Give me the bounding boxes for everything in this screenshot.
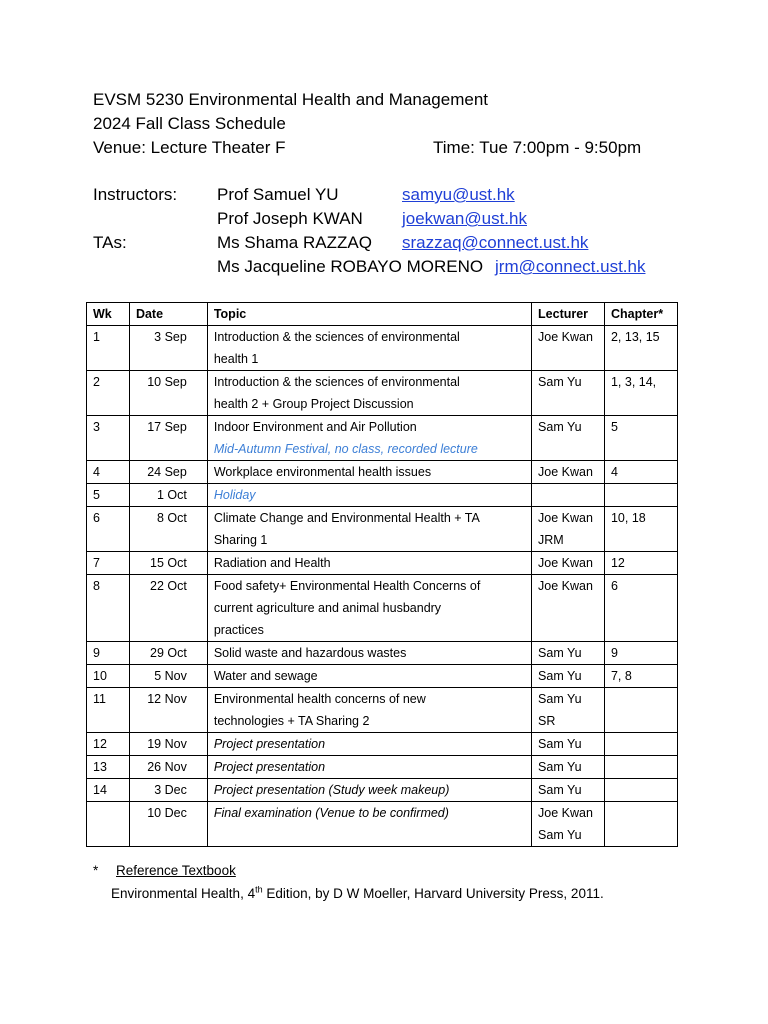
topic-note: Mid-Autumn Festival, no class, recorded lecture bbox=[213, 442, 478, 456]
cell-chapter: 6 bbox=[604, 575, 677, 642]
email-link[interactable]: jrm@connect.ust.hk bbox=[495, 257, 646, 276]
topic-line: Climate Change and Environmental Health + TA bbox=[213, 511, 480, 525]
lecturer-name: Sam Yu bbox=[538, 692, 582, 706]
cell-lecturer bbox=[532, 642, 605, 665]
cell-chapter bbox=[604, 779, 677, 802]
topic-line: Water and sewage bbox=[213, 669, 318, 683]
cell-lecturer bbox=[532, 756, 605, 779]
table-row bbox=[87, 326, 678, 371]
cell-week: 6 bbox=[87, 507, 130, 552]
cell-topic bbox=[207, 461, 531, 484]
cell-lecturer bbox=[532, 484, 605, 507]
cell-lecturer bbox=[532, 507, 605, 552]
lecturer-name: Joe Kwan bbox=[538, 465, 593, 479]
cell-lecturer bbox=[532, 326, 605, 371]
cell-date: 12 Nov bbox=[129, 688, 207, 733]
cell-date: 3 Dec bbox=[129, 779, 207, 802]
role-label: TAs: bbox=[93, 233, 127, 252]
cell-date: 17 Sep bbox=[129, 416, 207, 461]
cell-lecturer bbox=[532, 779, 605, 802]
cell-chapter: 4 bbox=[604, 461, 677, 484]
book-prefix: Environmental Health, 4 bbox=[111, 886, 256, 901]
topic-line: Workplace environmental health issues bbox=[213, 465, 432, 479]
cell-topic bbox=[207, 326, 531, 371]
cell-chapter bbox=[604, 484, 677, 507]
header-topic: Topic bbox=[207, 303, 531, 326]
cell-date: 29 Oct bbox=[129, 642, 207, 665]
book-superscript: th bbox=[255, 884, 263, 895]
header-lecturer: Lecturer bbox=[532, 303, 605, 326]
table-row bbox=[87, 779, 678, 802]
table-body bbox=[87, 326, 678, 847]
table-row bbox=[87, 416, 678, 461]
cell-chapter: 5 bbox=[604, 416, 677, 461]
lecturer-name: Joe Kwan bbox=[538, 556, 593, 570]
header-week: Wk bbox=[87, 303, 130, 326]
topic-line: Project presentation bbox=[213, 737, 326, 751]
table-row bbox=[87, 756, 678, 779]
header-date: Date bbox=[129, 303, 207, 326]
topic-line: Radiation and Health bbox=[213, 556, 331, 570]
topic-line: health 1 bbox=[213, 352, 259, 366]
cell-lecturer bbox=[532, 461, 605, 484]
topic-line: Project presentation (Study week makeup) bbox=[213, 783, 450, 797]
cell-week: 8 bbox=[87, 575, 130, 642]
venue-time-row bbox=[93, 136, 642, 160]
cell-week: 12 bbox=[87, 733, 130, 756]
cell-chapter: 1, 3, 14, bbox=[604, 371, 677, 416]
cell-date: 24 Sep bbox=[129, 461, 207, 484]
cell-chapter: 12 bbox=[604, 552, 677, 575]
topic-line: Solid waste and hazardous wastes bbox=[213, 646, 407, 660]
cell-date: 1 Oct bbox=[129, 484, 207, 507]
lecturer-name: Joe Kwan bbox=[538, 806, 593, 820]
cell-topic bbox=[207, 575, 531, 642]
venue-text: Venue: Lecture Theater F bbox=[93, 138, 286, 157]
cell-week: 14 bbox=[87, 779, 130, 802]
cell-lecturer bbox=[532, 733, 605, 756]
cell-date: 19 Nov bbox=[129, 733, 207, 756]
lecturer-name: Sam Yu bbox=[538, 669, 582, 683]
cell-topic bbox=[207, 642, 531, 665]
table-row bbox=[87, 688, 678, 733]
cell-date: 10 Sep bbox=[129, 371, 207, 416]
topic-line: Final examination (Venue to be confirmed) bbox=[213, 806, 449, 820]
cell-date: 10 Dec bbox=[129, 802, 207, 847]
book-suffix: Edition, by D W Moeller, Harvard University Press, 2011. bbox=[262, 886, 604, 901]
cell-week: 13 bbox=[87, 756, 130, 779]
email-link[interactable]: samyu@ust.hk bbox=[402, 185, 515, 204]
cell-date: 26 Nov bbox=[129, 756, 207, 779]
lecturer-name: Sam Yu bbox=[538, 737, 582, 751]
table-row bbox=[87, 507, 678, 552]
cell-week: 10 bbox=[87, 665, 130, 688]
textbook-citation bbox=[111, 883, 604, 905]
cell-date: 15 Oct bbox=[129, 552, 207, 575]
cell-week: 4 bbox=[87, 461, 130, 484]
topic-line: Environmental health concerns of new bbox=[213, 692, 426, 706]
role-label: Instructors: bbox=[93, 185, 178, 204]
cell-chapter bbox=[604, 733, 677, 756]
cell-date: 8 Oct bbox=[129, 507, 207, 552]
cell-topic bbox=[207, 507, 531, 552]
footnote-star: * bbox=[93, 863, 99, 878]
cell-topic bbox=[207, 371, 531, 416]
lecturer-name: Sam Yu bbox=[538, 375, 582, 389]
cell-week: 2 bbox=[87, 371, 130, 416]
topic-line: technologies + TA Sharing 2 bbox=[213, 714, 370, 728]
cell-lecturer bbox=[532, 665, 605, 688]
topic-line: Food safety+ Environmental Health Concerns of bbox=[213, 579, 481, 593]
cell-week bbox=[87, 802, 130, 847]
lecturer-name: Sam Yu bbox=[538, 760, 582, 774]
topic-line: Introduction & the sciences of environmental bbox=[213, 375, 460, 389]
cell-topic bbox=[207, 416, 531, 461]
table-row bbox=[87, 484, 678, 507]
topic-line: Project presentation bbox=[213, 760, 326, 774]
cell-chapter: 7, 8 bbox=[604, 665, 677, 688]
cell-date: 22 Oct bbox=[129, 575, 207, 642]
table-row bbox=[87, 575, 678, 642]
cell-topic bbox=[207, 484, 531, 507]
table-row bbox=[87, 371, 678, 416]
cell-chapter bbox=[604, 756, 677, 779]
cell-topic bbox=[207, 665, 531, 688]
cell-chapter bbox=[604, 688, 677, 733]
cell-chapter: 2, 13, 15 bbox=[604, 326, 677, 371]
time-text: Time: Tue 7:00pm - 9:50pm bbox=[433, 138, 642, 157]
person-name: Ms Shama RAZZAQ bbox=[217, 233, 372, 252]
cell-week: 11 bbox=[87, 688, 130, 733]
reference-label: Reference Textbook bbox=[116, 863, 236, 878]
topic-line: Sharing 1 bbox=[213, 533, 268, 547]
topic-note: Holiday bbox=[213, 488, 256, 502]
cell-week: 5 bbox=[87, 484, 130, 507]
cell-topic bbox=[207, 733, 531, 756]
schedule-table bbox=[86, 302, 678, 847]
email-link[interactable]: srazzaq@connect.ust.hk bbox=[402, 233, 589, 252]
cell-chapter: 10, 18 bbox=[604, 507, 677, 552]
lecturer-name: Joe Kwan bbox=[538, 511, 593, 525]
person-name: Prof Joseph KWAN bbox=[217, 209, 363, 228]
cell-lecturer bbox=[532, 552, 605, 575]
lecturer-name: Sam Yu bbox=[538, 783, 582, 797]
person-name: Prof Samuel YU bbox=[217, 185, 339, 204]
table-row bbox=[87, 461, 678, 484]
email-link[interactable]: joekwan@ust.hk bbox=[402, 209, 527, 228]
cell-week: 7 bbox=[87, 552, 130, 575]
topic-line: health 2 + Group Project Discussion bbox=[213, 397, 414, 411]
cell-date: 3 Sep bbox=[129, 326, 207, 371]
document-header bbox=[93, 88, 642, 160]
cell-lecturer bbox=[532, 575, 605, 642]
table-row bbox=[87, 665, 678, 688]
header-chapter: Chapter* bbox=[604, 303, 677, 326]
cell-lecturer bbox=[532, 688, 605, 733]
lecturer-name: Joe Kwan bbox=[538, 579, 593, 593]
lecturer-name: Joe Kwan bbox=[538, 330, 593, 344]
cell-lecturer bbox=[532, 416, 605, 461]
cell-topic bbox=[207, 802, 531, 847]
cell-chapter: 9 bbox=[604, 642, 677, 665]
table-row bbox=[87, 552, 678, 575]
cell-week: 9 bbox=[87, 642, 130, 665]
table-row bbox=[87, 642, 678, 665]
cell-date: 5 Nov bbox=[129, 665, 207, 688]
person-name: Ms Jacqueline ROBAYO MORENO bbox=[217, 257, 484, 276]
cell-chapter bbox=[604, 802, 677, 847]
cell-topic bbox=[207, 688, 531, 733]
topic-line: current agriculture and animal husbandry bbox=[213, 601, 442, 615]
cell-lecturer bbox=[532, 802, 605, 847]
lecturer-name: JRM bbox=[538, 533, 564, 547]
schedule-title: 2024 Fall Class Schedule bbox=[93, 114, 286, 133]
cell-topic bbox=[207, 756, 531, 779]
lecturer-name: Sam Yu bbox=[538, 828, 582, 842]
topic-line: practices bbox=[213, 623, 264, 637]
lecturer-name: Sam Yu bbox=[538, 420, 582, 434]
topic-line: Indoor Environment and Air Pollution bbox=[213, 420, 417, 434]
course-title: EVSM 5230 Environmental Health and Management bbox=[93, 90, 489, 109]
table-row bbox=[87, 733, 678, 756]
cell-week: 3 bbox=[87, 416, 130, 461]
table-row bbox=[87, 802, 678, 847]
cell-week: 1 bbox=[87, 326, 130, 371]
topic-line: Introduction & the sciences of environmental bbox=[213, 330, 460, 344]
lecturer-name: SR bbox=[538, 714, 556, 728]
cell-lecturer bbox=[532, 371, 605, 416]
cell-topic bbox=[207, 779, 531, 802]
lecturer-name: Sam Yu bbox=[538, 646, 582, 660]
cell-topic bbox=[207, 552, 531, 575]
table-header-row bbox=[87, 303, 678, 326]
